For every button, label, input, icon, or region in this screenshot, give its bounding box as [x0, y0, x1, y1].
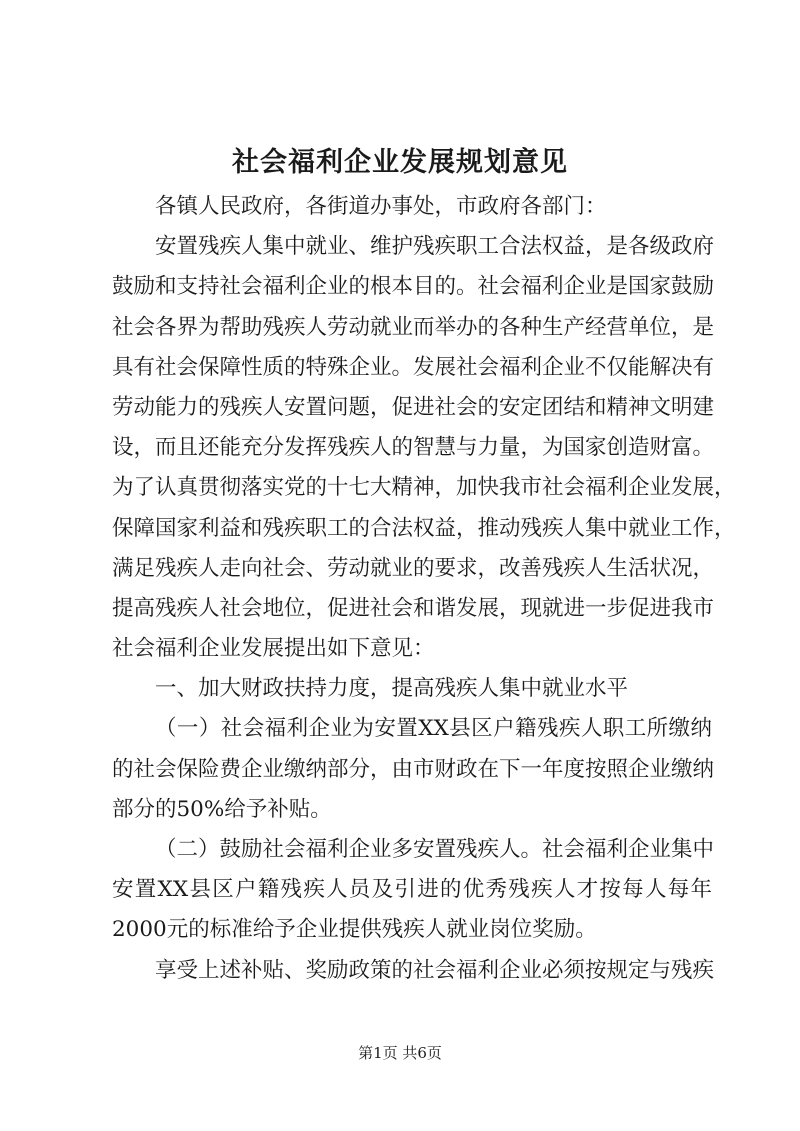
paragraph-line: 安置残疾人集中就业、维护残疾职工合法权益，是各级政府 [155, 234, 715, 260]
paragraph-line: 2000元的标准给予企业提供残疾人就业岗位奖励。 [112, 917, 597, 943]
section-heading: 一、加大财政扶持力度，提高残疾人集中就业水平 [155, 676, 629, 702]
document-body [112, 187, 736, 991]
paragraph-line: 社会福利企业发展提出如下意见： [112, 636, 435, 662]
document-title: 社会福利企业发展规划意见 [232, 147, 568, 178]
paragraph-line: 满足残疾人走向社会、劳动就业的要求，改善残疾人生活状况， [112, 555, 715, 581]
paragraph-line: 社会各界为帮助残疾人劳动就业而举办的各种生产经营单位，是 [112, 314, 715, 340]
salutation-line: 各镇人民政府，各街道办事处，市政府各部门： [155, 194, 607, 219]
page-footer: 第1页 共6页 [358, 1044, 442, 1062]
paragraph-line: 安置XX县区户籍残疾人员及引进的优秀残疾人才按每人每年 [112, 877, 712, 903]
paragraph-line: （一）社会福利企业为安置XX县区户籍残疾人职工所缴纳 [155, 716, 712, 742]
paragraph-line: （二）鼓励社会福利企业多安置残疾人。社会福利企业集中 [155, 837, 715, 862]
paragraph-line: 为了认真贯彻落实党的十七大精神，加快我市社会福利企业发展， [112, 475, 736, 501]
paragraph-line: 享受上述补贴、奖励政策的社会福利企业必须按规定与残疾 [155, 957, 715, 983]
paragraph-line: 具有社会保障性质的特殊企业。发展社会福利企业不仅能解决有 [112, 354, 715, 380]
paragraph-line: 部分的50%给予补贴。 [112, 796, 332, 822]
paragraph-line: 保障国家利益和残疾职工的合法权益，推动残疾人集中就业工作， [112, 515, 736, 541]
paragraph-line: 设，而且还能充分发挥残疾人的智慧与力量，为国家创造财富。 [112, 435, 715, 461]
paragraph-line: 劳动能力的残疾人安置问题，促进社会的安定团结和精神文明建 [112, 394, 715, 420]
paragraph-line: 的社会保险费企业缴纳部分，由市财政在下一年度按照企业缴纳 [112, 756, 715, 782]
paragraph-line: 提高残疾人社会地位，促进社会和谐发展，现就进一步促进我市 [112, 595, 715, 621]
paragraph-line: 鼓励和支持社会福利企业的根本目的。社会福利企业是国家鼓励 [112, 274, 715, 300]
